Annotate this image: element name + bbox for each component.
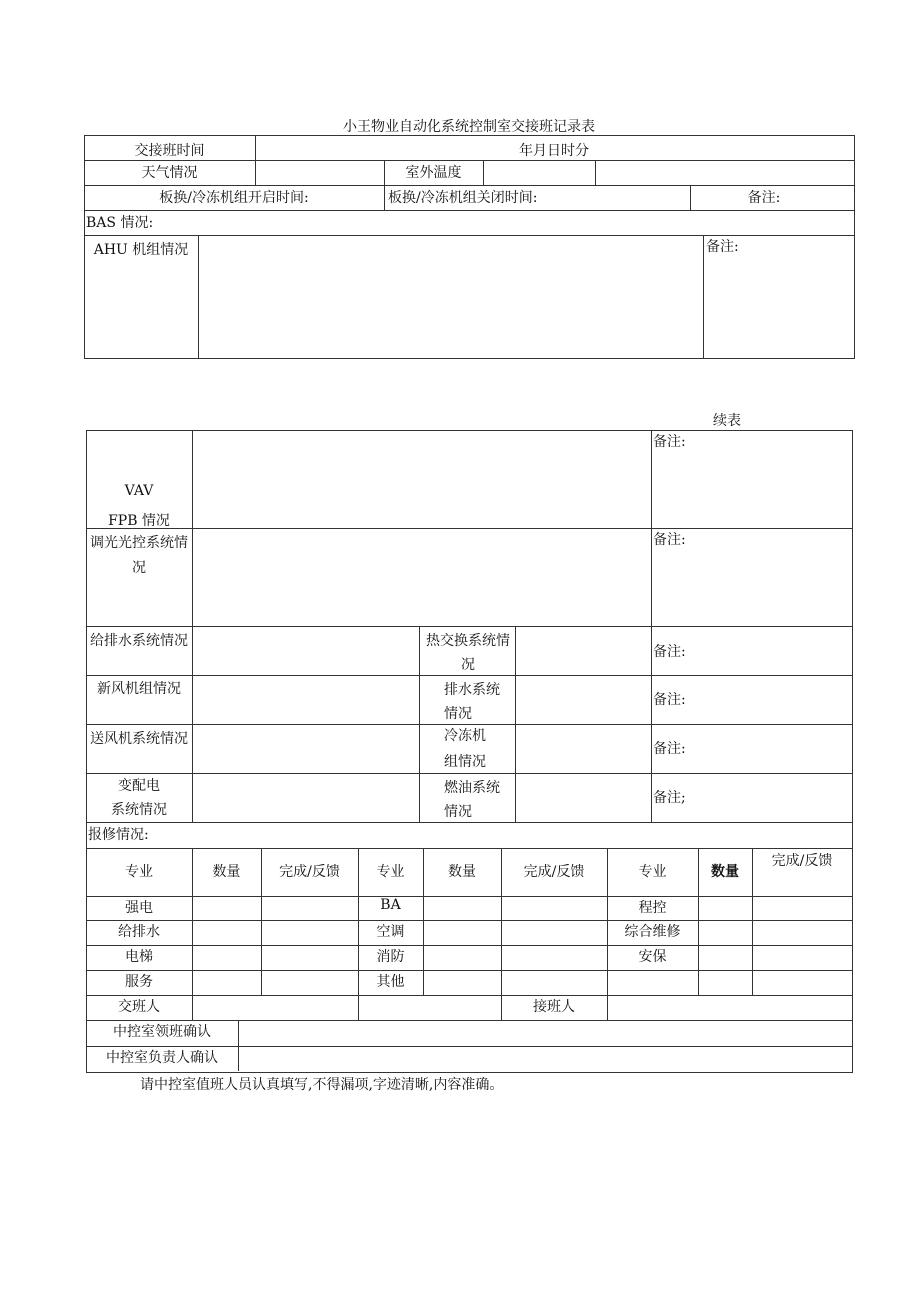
outdoor-temp-field[interactable] [484,161,594,184]
substation-remark: 备注; [653,790,686,806]
fuel-label: 燃油系统情况 [444,780,500,820]
supply-fan-label: 送风机系统情况 [90,731,188,747]
shift-confirm-label: 中控室领班确认 [113,1024,211,1040]
ahu-remark: 备注: [706,239,739,255]
row-specialty: 综合维修 [624,924,681,940]
ahu-field[interactable] [199,236,702,357]
continued-label: 续表 [713,413,741,429]
weather-field[interactable] [256,161,383,184]
row-specialty: 空调 [376,924,405,940]
table2-grid [86,430,853,1073]
vav-field[interactable] [193,431,650,527]
ahu-label: AHU 机组情况 [93,242,189,258]
row-specialty: 服务 [125,974,153,990]
start-time-label: 板换/冷冻机组开启时间: [159,190,309,206]
page-title: 小王物业自动化系统控制室交接班记录表 [343,119,595,135]
supply-fan-remark: 备注: [653,741,686,757]
manager-confirm-label: 中控室负责人确认 [106,1050,218,1066]
substation-label-line1: 变配电 [118,778,160,794]
row-specialty: 程控 [638,900,667,916]
dimming-field[interactable] [193,529,650,625]
fresh-air-remark: 备注: [653,692,686,708]
water-label: 给排水系统情况 [90,633,188,649]
row-specialty: 强电 [125,900,153,916]
vav-label-line1: VAV [124,483,154,499]
row-specialty: BA [380,897,401,913]
row-specialty: 电梯 [125,949,153,965]
handover-time-label: 交接班时间 [134,143,205,159]
header-qty-3: 数量 [711,864,739,880]
chiller-label: 冷冻机组情况 [444,728,486,770]
vav-label-line2: FPB 情况 [108,513,170,529]
repair-label: 报修情况: [88,827,149,843]
row-specialty: 其他 [376,974,405,990]
substation-label [86,774,192,822]
header-specialty-1: 专业 [125,864,153,880]
header-feedback-2: 完成/反馈 [523,864,585,880]
row-specialty: 消防 [376,949,405,965]
handover-time-field[interactable]: 年月日时分 [519,143,589,159]
header-specialty-2: 专业 [376,864,405,880]
substation-label-line2: 系统情况 [111,802,167,818]
header-feedback-3: 完成/反馈 [771,853,833,869]
vav-remark: 备注: [653,434,686,450]
dimming-label: 调光光控系统情况 [90,535,188,576]
vav-label [86,476,192,536]
heat-exchange-label: 热交换系统情况 [426,633,510,673]
stop-time-label: 板换/冷冻机组关闭时间: [388,190,538,206]
handover-person-label: 交班人 [118,999,160,1015]
table1-grid [84,135,855,359]
header-feedback-1: 完成/反馈 [279,864,340,880]
row-specialty: 给排水 [118,924,160,940]
weather-label: 天气情况 [141,165,198,181]
remark-label: 备注: [747,190,781,206]
water-remark: 备注: [653,644,686,660]
footer-note: 请中控室值班人员认真填写,不得漏项,字迹清晰,内容准确。 [140,1077,504,1093]
manager-confirm-field[interactable] [239,1047,851,1071]
fresh-air-label: 新风机组情况 [97,681,181,697]
header-specialty-3: 专业 [638,864,667,880]
drainage-label: 排水系统情况 [444,682,500,722]
outdoor-temp-label: 室外温度 [405,165,462,181]
row-specialty: 安保 [638,949,667,965]
shift-confirm-field[interactable] [239,1021,851,1045]
bas-label: BAS 情况: [86,215,154,231]
header-qty-2: 数量 [448,864,476,880]
header-qty-1: 数量 [212,864,241,880]
receiver-person-label: 接班人 [533,999,575,1015]
dimming-remark: 备注: [653,532,686,548]
